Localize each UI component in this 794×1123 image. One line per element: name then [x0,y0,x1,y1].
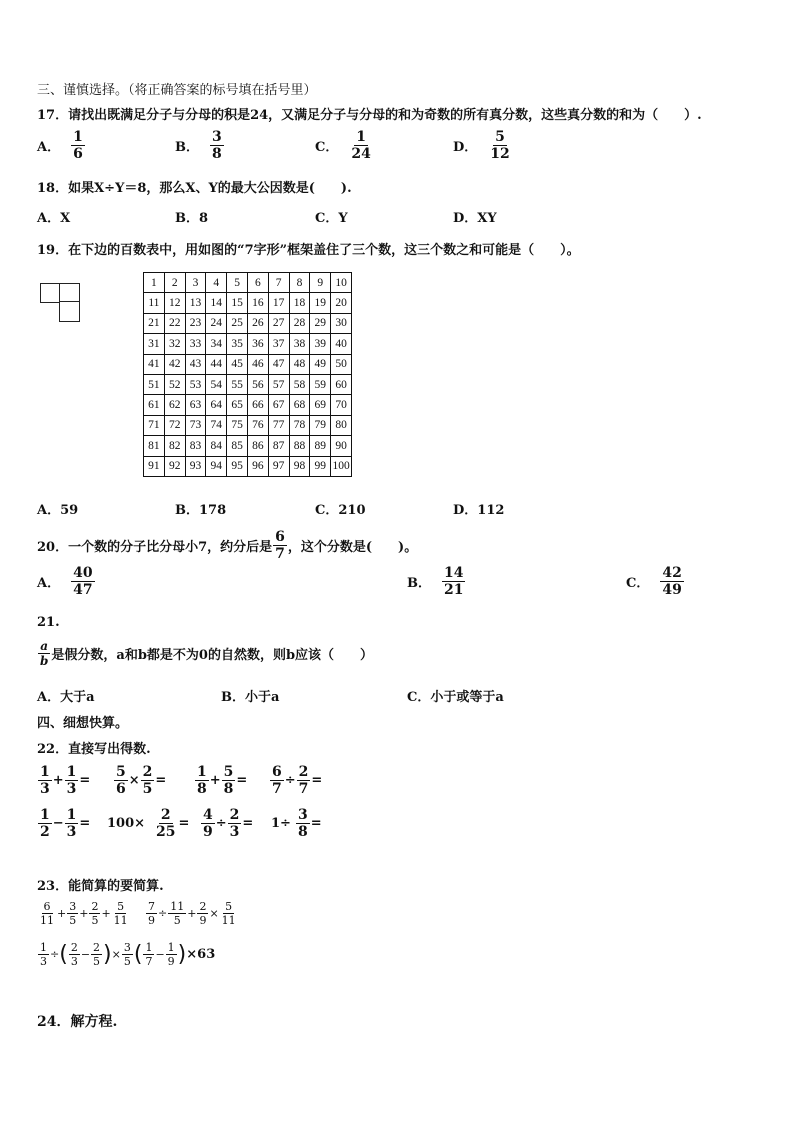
q21-number: 21. [37,615,60,630]
hundred-chart-cell: 49 [310,354,331,374]
hundred-chart-cell: 42 [164,354,185,374]
q17-option-a[interactable] [37,130,86,161]
fraction: $\frac{6}{7}$ [275,528,285,562]
q22-eq-1: $\frac{1}{3}$ + $\frac{1}{3}$ = [40,764,91,797]
hundred-chart-cell: 21 [144,313,165,333]
hundred-chart-cell: 65 [227,395,248,415]
hundred-chart-cell: 4 [206,273,227,293]
q20-option-c[interactable] [626,566,685,597]
hundred-chart-cell: 70 [331,395,352,415]
hundred-chart-cell: 60 [331,374,352,394]
hundred-chart-cell: 10 [331,273,352,293]
q19-option-c[interactable]: C．210 [315,503,366,518]
hundred-chart-cell: 78 [289,415,310,435]
hundred-chart-cell: 76 [247,415,268,435]
hundred-chart-cell: 32 [164,334,185,354]
hundred-chart-cell: 2 [164,273,185,293]
hundred-chart-cell: 69 [310,395,331,415]
hundred-chart-table [143,272,352,477]
hundred-chart-cell: 29 [310,313,331,333]
q22-eq-8: 1÷ $\frac{3}{8}$ = [271,807,322,840]
hundred-chart-cell: 20 [331,293,352,313]
hundred-chart-cell: 74 [206,415,227,435]
hundred-chart-cell: 58 [289,374,310,394]
hundred-chart-cell: 68 [289,395,310,415]
hundred-chart-cell: 22 [164,313,185,333]
hundred-chart-cell: 63 [185,395,206,415]
hundred-chart-cell: 46 [247,354,268,374]
q21-option-b[interactable]: B．小于a [221,690,280,705]
hundred-chart-cell: 97 [268,456,289,476]
hundred-chart-cell: 79 [310,415,331,435]
hundred-chart-cell: 8 [289,273,310,293]
hundred-chart-cell: 13 [185,293,206,313]
hundred-chart-cell: 48 [289,354,310,374]
q17-stem: 17．请找出既满足分子与分母的积是24，又满足分子与分母的和为奇数的所有真分数，这些真分数的和为（ ）. [37,108,702,123]
hundred-chart-cell: 72 [164,415,185,435]
hundred-chart-cell: 59 [310,374,331,394]
hundred-chart-cell: 83 [185,436,206,456]
hundred-chart-cell: 7 [268,273,289,293]
hundred-chart-cell: 50 [331,354,352,374]
fraction: $\frac{14}{21}$ [444,565,464,598]
hundred-chart-cell: 6 [247,273,268,293]
hundred-chart-cell: 61 [144,395,165,415]
q19-option-d[interactable]: D．112 [453,503,505,518]
hundred-chart-cell: 77 [268,415,289,435]
hundred-chart-cell: 93 [185,456,206,476]
hundred-chart-row [144,436,352,456]
fraction: $\frac{3}{8}$ [212,129,222,162]
q23-stem: 23．能简算的要简算. [37,879,164,894]
hundred-chart-cell: 38 [289,334,310,354]
hundred-chart-cell: 43 [185,354,206,374]
hundred-chart-row [144,395,352,415]
hundred-chart-row [144,334,352,354]
hundred-chart-cell: 36 [247,334,268,354]
q23-expr-1: $\frac{6}{11}$ + $\frac{3}{5}$ + $\frac{2}{5}$ + $\frac{5}{11}$ [40,900,128,927]
hundred-chart-cell: 39 [310,334,331,354]
q22-eq-2: $\frac{5}{6}$ × $\frac{2}{5}$ = [116,764,167,797]
section-3-title: 三、谨慎选择。（将正确答案的标号填在括号里） [37,83,317,98]
fraction: $\frac{42}{49}$ [662,565,682,598]
q22-eq-3: $\frac{1}{8}$ + $\frac{5}{8}$ = [197,764,248,797]
hundred-chart-cell: 88 [289,436,310,456]
hundred-chart-cell: 89 [310,436,331,456]
hundred-chart-cell: 85 [227,436,248,456]
hundred-chart-cell: 12 [164,293,185,313]
hundred-chart-cell: 52 [164,374,185,394]
q20-stem: 20．一个数的分子比分母小7，约分后是 $\frac{6}{7}$ ，这个分数是( )。 [37,528,418,562]
hundred-chart-cell: 16 [247,293,268,313]
hundred-chart-cell: 35 [227,334,248,354]
hundred-chart-cell: 82 [164,436,185,456]
hundred-chart-cell: 64 [206,395,227,415]
q18-option-a[interactable]: A．X [37,211,71,226]
hundred-chart-cell: 37 [268,334,289,354]
hundred-chart-cell: 92 [164,456,185,476]
q24-stem: 24．解方程. [37,1014,118,1030]
q22-stem: 22．直接写出得数. [37,742,151,757]
hundred-chart-row [144,415,352,435]
hundred-chart-cell: 55 [227,374,248,394]
hundred-chart-cell: 18 [289,293,310,313]
hundred-chart-cell: 45 [227,354,248,374]
q22-eq-6: 100× $\frac{2}{25}$ = [107,807,190,840]
hundred-chart-cell: 11 [144,293,165,313]
hundred-chart-row [144,313,352,333]
q19-stem: 19．在下边的百数表中，用如图的“7字形”框架盖住了三个数，这三个数之和可能是（ ）。 [37,243,580,258]
option-label: C． [626,576,650,591]
hundred-chart-cell: 99 [310,456,331,476]
hundred-chart-row [144,293,352,313]
hundred-chart-cell: 17 [268,293,289,313]
hundred-chart-cell: 56 [247,374,268,394]
hundred-chart-cell: 3 [185,273,206,293]
hundred-chart-cell: 31 [144,334,165,354]
hundred-chart-cell: 47 [268,354,289,374]
hundred-chart-cell: 30 [331,313,352,333]
hundred-chart-cell: 75 [227,415,248,435]
q22-eq-7: $\frac{4}{9}$ ÷ $\frac{2}{3}$ = [203,807,254,840]
hundred-chart-cell: 23 [185,313,206,333]
seven-shape-frame-figure [40,283,80,323]
hundred-chart-cell: 57 [268,374,289,394]
section-4-title: 四、细想快算。 [37,716,129,731]
q18-stem: 18．如果X÷Y＝8，那么X、Y的最大公因数是( ). [37,181,352,196]
hundred-chart-row [144,273,352,293]
hundred-chart [143,272,352,477]
q21-option-a[interactable]: A．大于a [37,690,95,705]
hundred-chart-cell: 1 [144,273,165,293]
hundred-chart-cell: 9 [310,273,331,293]
hundred-chart-cell: 53 [185,374,206,394]
q19-option-b[interactable]: B．178 [175,503,227,518]
q21-stem: $\frac{a}{b}$ 是假分数，a和b都是不为0的自然数，则b应该（ ） [40,639,374,668]
option-label: C． [315,140,339,155]
hundred-chart-cell: 84 [206,436,227,456]
q19-option-a[interactable]: A．59 [37,503,79,518]
hundred-chart-cell: 51 [144,374,165,394]
q21-option-c[interactable]: C．小于或等于a [407,690,504,705]
hundred-chart-cell: 91 [144,456,165,476]
q23-expr-2: $\frac{7}{9}$ ÷ $\frac{11}{5}$ + $\frac{2}{9}$ × $\frac{5}{11}$ [148,900,236,927]
hundred-chart-cell: 54 [206,374,227,394]
hundred-chart-cell: 28 [289,313,310,333]
hundred-chart-cell: 33 [185,334,206,354]
hundred-chart-cell: 90 [331,436,352,456]
fraction: $\frac{40}{47}$ [73,565,93,598]
hundred-chart-cell: 87 [268,436,289,456]
hundred-chart-cell: 94 [206,456,227,476]
hundred-chart-cell: 62 [164,395,185,415]
hundred-chart-cell: 41 [144,354,165,374]
option-label: D． [453,140,478,155]
hundred-chart-cell: 67 [268,395,289,415]
q22-eq-5: $\frac{1}{2}$ − $\frac{1}{3}$ = [40,807,91,840]
hundred-chart-cell: 5 [227,273,248,293]
hundred-chart-cell: 25 [227,313,248,333]
hundred-chart-cell: 24 [206,313,227,333]
fraction: $\frac{5}{12}$ [490,129,510,162]
q22-eq-4: $\frac{6}{7}$ ÷ $\frac{2}{7}$ = [272,764,323,797]
q17-option-d[interactable] [453,130,513,161]
q18-option-c[interactable]: C．Y [315,211,348,226]
hundred-chart-cell: 19 [310,293,331,313]
hundred-chart-cell: 95 [227,456,248,476]
hundred-chart-cell: 73 [185,415,206,435]
hundred-chart-cell: 80 [331,415,352,435]
hundred-chart-cell: 96 [247,456,268,476]
fraction: $\frac{1}{24}$ [351,129,371,162]
hundred-chart-cell: 40 [331,334,352,354]
hundred-chart-row [144,456,352,476]
hundred-chart-cell: 27 [268,313,289,333]
q20-option-b[interactable] [407,566,466,597]
fraction: $\frac{1}{6}$ [73,129,83,162]
hundred-chart-cell: 14 [206,293,227,313]
hundred-chart-cell: 15 [227,293,248,313]
option-label: B． [175,140,199,155]
q23-expr-3: $\frac{1}{3}$ ÷ ( $\frac{2}{3}$ − $\frac{2}{5}$ ) × $\frac{3}{5}$ ( $\frac{1}{7}$ − $\frac{1}{9}$ ) ×63 [40,941,216,968]
hundred-chart-row [144,354,352,374]
option-label: A． [37,140,61,155]
q17-option-c[interactable] [315,130,374,161]
hundred-chart-cell: 26 [247,313,268,333]
q18-option-d[interactable]: D．XY [453,211,497,226]
hundred-chart-cell: 81 [144,436,165,456]
q20-option-a[interactable] [37,566,96,597]
hundred-chart-cell: 44 [206,354,227,374]
q18-option-b[interactable]: B．8 [175,211,209,226]
hundred-chart-cell: 86 [247,436,268,456]
hundred-chart-row [144,374,352,394]
hundred-chart-cell: 66 [247,395,268,415]
option-label: A． [37,576,61,591]
hundred-chart-cell: 98 [289,456,310,476]
hundred-chart-cell: 100 [331,456,352,476]
fraction: $\frac{a}{b}$ [40,639,49,668]
hundred-chart-cell: 34 [206,334,227,354]
hundred-chart-cell: 71 [144,415,165,435]
q17-option-b[interactable] [175,130,225,161]
option-label: B． [407,576,431,591]
